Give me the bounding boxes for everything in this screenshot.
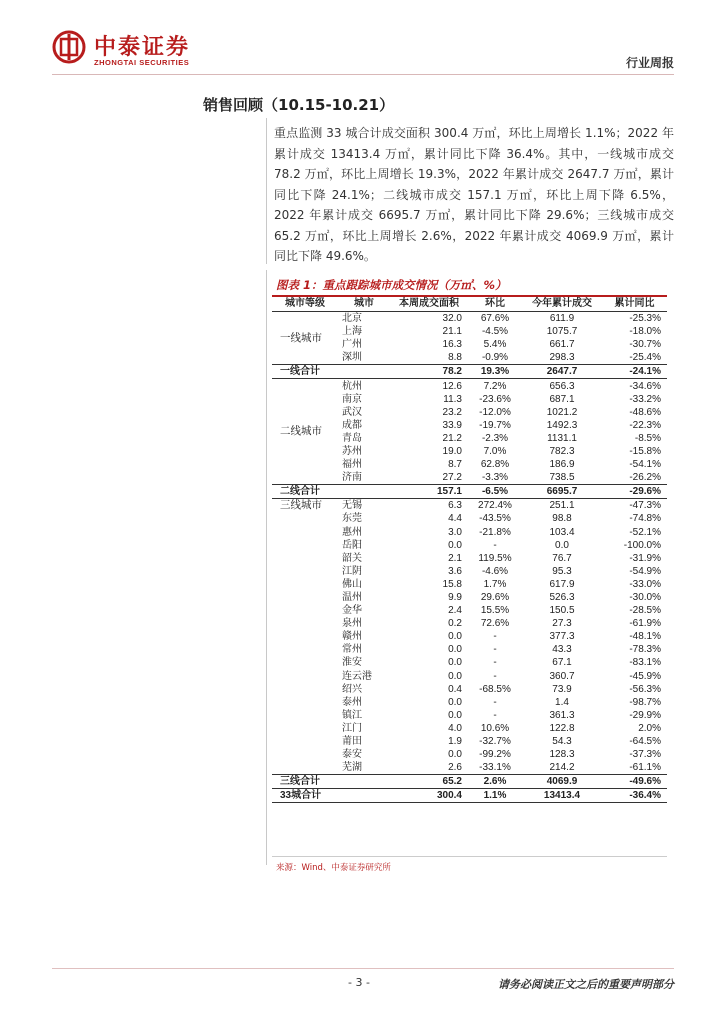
mom-cell: -21.8%	[479, 526, 511, 538]
subtotal-row	[272, 485, 667, 499]
report-type-label: 行业周报	[625, 56, 674, 70]
weekly-area-cell: 0.4	[448, 683, 462, 695]
mom-cell: 7.0%	[483, 445, 507, 457]
weekly-area-cell: 2.4	[448, 605, 462, 617]
weekly-area-cell: 3.0	[448, 526, 462, 538]
col-header-weekly-area: 本周成交面积	[390, 296, 468, 312]
weekly-area-cell: 0.0	[448, 631, 462, 643]
yoy-cell: -22.3%	[629, 419, 661, 431]
mom-cell: -33.1%	[479, 762, 511, 774]
ytd-cell: 122.8	[549, 722, 575, 734]
table-row	[272, 379, 667, 393]
weekly-area-cell: 9.9	[448, 592, 462, 604]
subtotal-label-cell: 一线合计	[272, 365, 390, 379]
ytd-cell: 377.3	[549, 631, 575, 643]
weekly-area-cell: 0.0	[448, 539, 462, 551]
weekly-area-cell: 4.0	[448, 722, 462, 734]
yoy-cell: -74.8%	[629, 513, 661, 525]
yoy-cell: -36.4%	[602, 789, 667, 803]
col-header-mom: 环比	[468, 296, 522, 312]
yoy-cell: -61.1%	[629, 762, 661, 774]
mom-cell: -19.7%	[479, 419, 511, 431]
ytd-cell: 617.9	[549, 578, 575, 590]
table-row	[272, 499, 667, 513]
mom-cell: -99.2%	[479, 749, 511, 761]
weekly-area-cell: 3.6	[448, 565, 462, 577]
weekly-area-cell: 2.6	[448, 762, 462, 774]
ytd-cell: 738.5	[549, 472, 575, 484]
city-cell: 泰州	[342, 696, 362, 708]
city-cell: 连云港	[342, 670, 372, 682]
yoy-cell: -33.2%	[629, 393, 661, 405]
mom-cell: -	[493, 644, 497, 656]
mom-cell: 1.1%	[468, 789, 522, 803]
yoy-cell: -56.3%	[629, 683, 661, 695]
table-header-row	[272, 296, 667, 312]
weekly-area-cell: 33.9	[442, 419, 462, 431]
ytd-cell: 1492.3	[546, 419, 578, 431]
table-row	[272, 312, 667, 326]
page-number: - 3 -	[348, 976, 370, 989]
col-header-ytd: 今年累计成交	[522, 296, 602, 312]
ytd-cell: 150.5	[549, 605, 575, 617]
mom-cell: -12.0%	[479, 406, 511, 418]
ytd-cell: 67.1	[552, 657, 572, 669]
grand-total-row	[272, 789, 667, 803]
mom-cell: 62.8%	[480, 459, 510, 471]
mom-cell: 5.4%	[483, 339, 507, 351]
subtotal-label-cell: 二线合计	[272, 485, 390, 499]
yoy-cell: -30.7%	[629, 339, 661, 351]
mom-cell: -23.6%	[479, 393, 511, 405]
weekly-area-cell: 19.0	[442, 445, 462, 457]
ytd-cell: 4069.9	[522, 775, 602, 789]
city-cell: 泉州	[342, 618, 362, 630]
weekly-area-cell: 12.6	[442, 380, 462, 392]
yoy-cell: -64.5%	[629, 736, 661, 748]
mom-cell: -4.6%	[481, 565, 509, 577]
yoy-cell: -28.5%	[629, 605, 661, 617]
weekly-area-cell: 21.1	[442, 326, 462, 338]
mom-cell: 29.6%	[480, 592, 510, 604]
weekly-area-cell: 32.0	[442, 313, 462, 325]
mom-cell: -2.3%	[481, 432, 509, 444]
yoy-cell: -34.6%	[629, 380, 661, 392]
ytd-cell: 1.4	[555, 696, 569, 708]
yoy-cell: -100.0%	[623, 539, 661, 551]
yoy-cell: -47.3%	[629, 500, 661, 512]
footer-disclaimer: 请务必阅读正文之后的重要声明部分	[498, 978, 674, 991]
ytd-cell: 76.7	[552, 552, 572, 564]
ytd-cell: 526.3	[549, 592, 575, 604]
source-note: 来源：Wind、中泰证券研究所	[276, 863, 391, 873]
logo-english-name: ZHONGTAI SECURITIES	[94, 58, 190, 67]
ytd-cell: 13413.4	[522, 789, 602, 803]
table-left-rule	[266, 270, 267, 865]
city-cell: 绍兴	[342, 683, 362, 695]
weekly-area-cell: 65.2	[390, 775, 468, 789]
weekly-area-cell: 157.1	[390, 485, 468, 499]
city-cell: 广州	[342, 339, 362, 351]
ytd-cell: 0.0	[555, 539, 569, 551]
city-cell: 泰安	[342, 749, 362, 761]
tier-label-cell: 三线城市	[280, 499, 322, 512]
yoy-cell: -25.4%	[629, 352, 661, 364]
mom-cell: -	[493, 696, 497, 708]
city-cell: 惠州	[342, 526, 362, 538]
mom-cell: 19.3%	[468, 365, 522, 379]
ytd-cell: 186.9	[549, 459, 575, 471]
mom-cell: 67.6%	[480, 313, 510, 325]
city-cell: 武汉	[342, 406, 362, 418]
weekly-area-cell: 27.2	[442, 472, 462, 484]
yoy-cell: -31.9%	[629, 552, 661, 564]
weekly-area-cell: 16.3	[442, 339, 462, 351]
yoy-cell: -61.9%	[629, 618, 661, 630]
city-cell: 南京	[342, 393, 362, 405]
ytd-cell: 782.3	[549, 445, 575, 457]
ytd-cell: 661.7	[549, 339, 575, 351]
col-header-city: 城市	[338, 296, 390, 312]
weekly-area-cell: 300.4	[390, 789, 468, 803]
weekly-area-cell: 6.3	[448, 500, 462, 512]
ytd-cell: 1075.7	[546, 326, 578, 338]
city-cell: 成都	[342, 419, 362, 431]
mom-cell: 15.5%	[480, 605, 510, 617]
city-sales-table	[272, 296, 667, 803]
city-cell: 佛山	[342, 578, 362, 590]
weekly-area-cell: 23.2	[442, 406, 462, 418]
ytd-cell: 298.3	[549, 352, 575, 364]
grand-total-label-cell: 33城合计	[272, 789, 390, 803]
weekly-area-cell: 0.0	[448, 696, 462, 708]
mom-cell: -0.9%	[481, 352, 509, 364]
mom-cell: 72.6%	[480, 618, 510, 630]
weekly-area-cell: 11.3	[443, 393, 462, 405]
mom-cell: 2.6%	[468, 775, 522, 789]
weekly-area-cell: 78.2	[390, 365, 468, 379]
ytd-cell: 128.3	[549, 749, 575, 761]
ytd-cell: 6695.7	[522, 485, 602, 499]
yoy-cell: -54.9%	[629, 565, 661, 577]
subtotal-row	[272, 365, 667, 379]
yoy-cell: 2.0%	[638, 722, 661, 734]
city-cell: 莆田	[342, 736, 362, 748]
city-cell: 江门	[342, 722, 362, 734]
yoy-cell: -48.6%	[629, 406, 661, 418]
mom-cell: -4.5%	[481, 326, 509, 338]
mom-cell: 1.7%	[483, 578, 507, 590]
mom-cell: 272.4%	[478, 500, 512, 512]
city-cell: 淮安	[342, 657, 362, 669]
weekly-area-cell: 8.7	[448, 459, 462, 471]
mom-cell: -	[493, 670, 497, 682]
yoy-cell: -52.1%	[629, 526, 661, 538]
ytd-cell: 27.3	[552, 618, 572, 630]
tier-label-cell: 二线城市	[280, 425, 322, 438]
source-divider	[272, 856, 667, 857]
yoy-cell: -83.1%	[629, 657, 661, 669]
weekly-area-cell: 0.0	[448, 644, 462, 656]
ytd-cell: 687.1	[549, 393, 575, 405]
city-cell: 常州	[342, 644, 362, 656]
city-cell: 福州	[342, 459, 362, 471]
logo-chinese-name: 中泰证券	[94, 35, 191, 60]
table-title: 图表 1：重点跟踪城市成交情况（万㎡、%）	[276, 278, 507, 292]
yoy-cell: -24.1%	[602, 365, 667, 379]
page-header	[52, 26, 674, 76]
weekly-area-cell: 0.0	[448, 749, 462, 761]
mom-cell: -	[493, 539, 497, 551]
ytd-cell: 251.1	[549, 500, 575, 512]
yoy-cell: -25.3%	[629, 313, 661, 325]
mom-cell: 119.5%	[478, 552, 512, 564]
ytd-cell: 73.9	[552, 683, 572, 695]
mom-cell: -3.3%	[481, 472, 509, 484]
weekly-area-cell: 8.8	[448, 352, 462, 364]
yoy-cell: -78.3%	[629, 644, 661, 656]
subtotal-label-cell: 三线合计	[272, 775, 390, 789]
summary-paragraph: 重点监测 33 城合计成交面积 300.4 万㎡，环比上周增长 1.1%；2022 年累计成交 13413.4 万㎡，累计同比下降 36.4%。其中，一线城市成交 78.2 万㎡，环比上周增长 19.3%，2022 年累计成交 2647.7 万㎡，累计同比下降 24.1%；二线城市成交 157.1 万㎡，环比上周下降 6.5%，2022 年累计成交 6695.7 万㎡，累计同比下降 29.6%；三线城市成交 65.2 万㎡，环比上周增长 2.6%，2022 年累计成交 4069.9 万㎡，累计同比下降 49.6%。	[274, 126, 674, 263]
mom-cell: -32.7%	[479, 736, 511, 748]
city-cell: 韶关	[342, 552, 362, 564]
weekly-area-cell: 0.0	[448, 670, 462, 682]
section-title: 销售回顾（10.15-10.21）	[203, 96, 395, 114]
mom-cell: 7.2%	[483, 380, 507, 392]
tier-label-cell: 一线城市	[280, 331, 322, 344]
ytd-cell: 54.3	[552, 736, 572, 748]
zhongtai-logo-icon	[52, 30, 86, 64]
weekly-area-cell: 0.0	[448, 709, 462, 721]
ytd-cell: 214.2	[549, 762, 575, 774]
ytd-cell: 1131.1	[547, 432, 577, 444]
mom-cell: -6.5%	[468, 485, 522, 499]
ytd-cell: 611.9	[549, 313, 575, 325]
city-cell: 北京	[342, 313, 362, 325]
col-header-tier: 城市等级	[272, 296, 338, 312]
city-cell: 赣州	[342, 631, 362, 643]
city-cell: 上海	[342, 326, 362, 338]
ytd-cell: 103.4	[549, 526, 575, 538]
city-cell: 芜湖	[342, 762, 362, 774]
ytd-cell: 361.3	[549, 709, 575, 721]
yoy-cell: -33.0%	[629, 578, 661, 590]
ytd-cell: 95.3	[552, 565, 572, 577]
weekly-area-cell: 4.4	[448, 513, 462, 525]
yoy-cell: -8.5%	[634, 432, 661, 444]
ytd-cell: 360.7	[549, 670, 575, 682]
city-cell: 济南	[342, 472, 362, 484]
yoy-cell: -37.3%	[629, 749, 661, 761]
city-cell: 深圳	[342, 352, 362, 364]
yoy-cell: -26.2%	[629, 472, 661, 484]
mom-cell: -	[493, 631, 497, 643]
city-cell: 青岛	[342, 432, 362, 444]
yoy-cell: -15.8%	[629, 445, 661, 457]
yoy-cell: -30.0%	[629, 592, 661, 604]
table-body	[272, 312, 667, 803]
header-divider	[52, 74, 674, 75]
weekly-area-cell: 0.0	[448, 657, 462, 669]
city-cell: 杭州	[342, 380, 362, 392]
weekly-area-cell: 2.1	[448, 552, 462, 564]
ytd-cell: 2647.7	[522, 365, 602, 379]
mom-cell: -68.5%	[479, 683, 511, 695]
yoy-cell: -45.9%	[629, 670, 661, 682]
city-cell: 温州	[342, 592, 362, 604]
yoy-cell: -98.7%	[629, 696, 661, 708]
city-cell: 苏州	[342, 445, 362, 457]
weekly-area-cell: 1.9	[448, 736, 462, 748]
paragraph-left-rule	[266, 118, 267, 264]
city-cell: 镇江	[342, 709, 362, 721]
city-cell: 无锡	[342, 500, 362, 512]
yoy-cell: -29.6%	[602, 485, 667, 499]
footer-divider	[52, 968, 674, 969]
ytd-cell: 1021.2	[546, 406, 578, 418]
yoy-cell: -18.0%	[629, 326, 661, 338]
ytd-cell: 43.3	[552, 644, 572, 656]
company-logo	[52, 26, 222, 72]
col-header-yoy: 累计同比	[602, 296, 667, 312]
yoy-cell: -48.1%	[629, 631, 661, 643]
weekly-area-cell: 15.8	[442, 578, 462, 590]
city-cell: 岳阳	[342, 539, 362, 551]
city-cell: 金华	[342, 605, 362, 617]
city-cell: 东莞	[342, 513, 362, 525]
weekly-area-cell: 0.2	[448, 618, 462, 630]
ytd-cell: 98.8	[552, 513, 572, 525]
mom-cell: -43.5%	[479, 513, 511, 525]
yoy-cell: -54.1%	[629, 459, 661, 471]
mom-cell: -	[493, 709, 497, 721]
yoy-cell: -29.9%	[629, 709, 661, 721]
weekly-area-cell: 21.2	[442, 432, 462, 444]
mom-cell: -	[493, 657, 497, 669]
city-cell: 江阴	[342, 565, 362, 577]
subtotal-row	[272, 775, 667, 789]
mom-cell: 10.6%	[480, 722, 510, 734]
ytd-cell: 656.3	[549, 380, 575, 392]
yoy-cell: -49.6%	[602, 775, 667, 789]
